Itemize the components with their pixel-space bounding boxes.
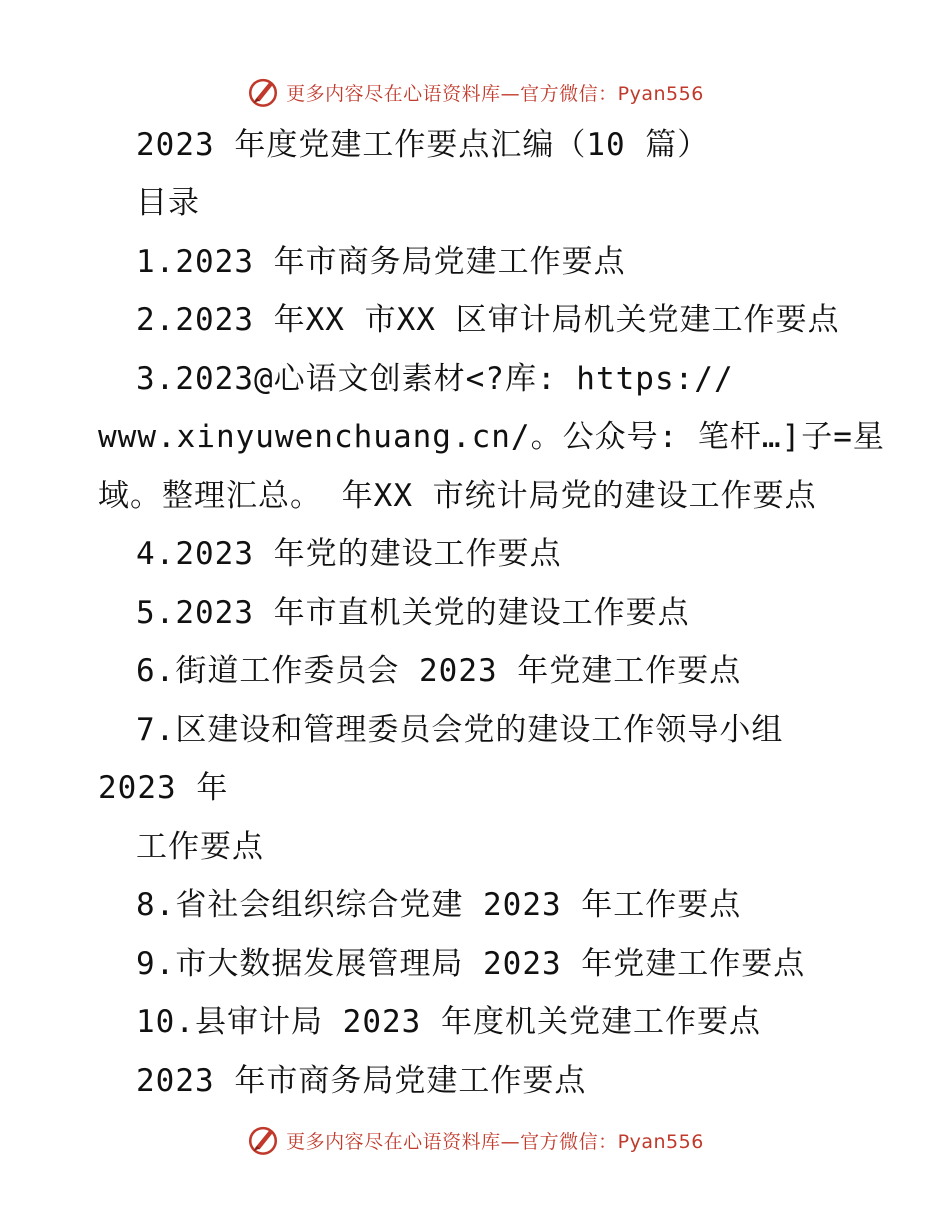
toc-item-7-line-3: 工作要点 [136,829,264,865]
footer-watermark-inner [246,1123,704,1157]
toc-item-2: 2.2023 年XX 市XX 区审计局机关党建工作要点 [136,302,840,338]
toc-item-3-line-1: 3.2023@心语文创素材<?库: https:// [136,361,734,397]
toc-item-6: 6.街道工作委员会 2023 年党建工作要点 [136,653,742,689]
toc-item-1: 1.2023 年市商务局党建工作要点 [136,244,626,280]
toc-item-5: 5.2023 年市直机关党的建设工作要点 [136,595,690,631]
toc-item-7-line-1: 7.区建设和管理委员会党的建设工作领导小组 [136,712,784,748]
toc-item-10: 10.县审计局 2023 年度机关党建工作要点 [136,1004,761,1040]
toc-item-3-line-3: 域。整理汇总。 年XX 市统计局党的建设工作要点 [98,478,817,514]
footer-watermark-text: 更多内容尽在心语资料库—官方微信：Pyan556 [286,1130,704,1153]
toc-item-4: 4.2023 年党的建设工作要点 [136,536,562,572]
toc-heading: 目录 [136,185,200,221]
footer-watermark [0,1120,950,1160]
document-title: 2023 年度党建工作要点汇编（10 篇） [136,127,710,163]
section-heading-1: 2023 年市商务局党建工作要点 [136,1063,587,1099]
quill-pen-logo-icon [246,1123,280,1157]
toc-item-9: 9.市大数据发展管理局 2023 年党建工作要点 [136,946,806,982]
toc-item-3-line-2: www.xinyuwenchuang.cn/。公众号: 笔杆…]子=星 [98,419,885,455]
toc-item-7-line-2: 2023 年 [98,770,229,806]
header-watermark-text: 更多内容尽在心语资料库—官方微信：Pyan556 [286,82,704,105]
toc-item-8: 8.省社会组织综合党建 2023 年工作要点 [136,887,742,923]
